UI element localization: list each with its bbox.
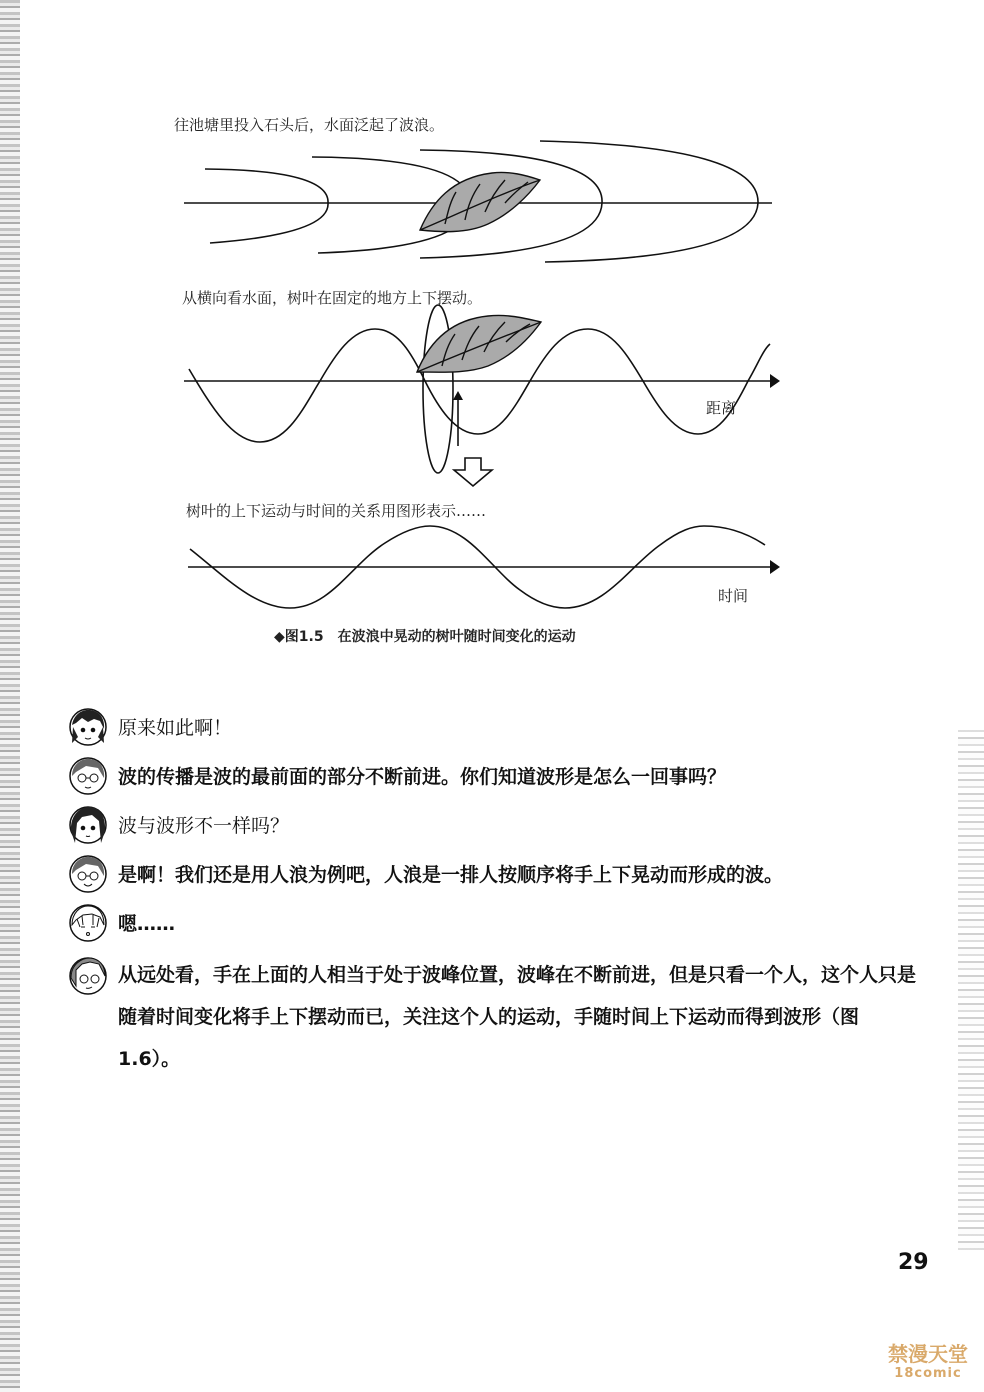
avatar-girl-light-hair-icon — [68, 903, 108, 943]
caption-pond: 往池塘里投入石头后，水面泛起了波浪。 — [174, 116, 445, 134]
axis-label-time: 时间 — [718, 587, 749, 605]
dialog-text-2: 波的传播是波的最前面的部分不断前进。你们知道波形是怎么一回事吗？ — [118, 766, 727, 788]
avatar-teacher-glasses-icon-2 — [68, 854, 108, 894]
page-number: 29 — [898, 1250, 929, 1275]
axis-label-distance: 距离 — [706, 399, 737, 417]
dialog-line-6 — [68, 956, 918, 1080]
dialog-line-2 — [68, 756, 726, 798]
watermark-logo — [876, 1342, 980, 1388]
caption-side-view: 从横向看水面，树叶在固定的地方上下摆动。 — [182, 289, 483, 307]
leaf-side-view — [417, 315, 541, 372]
watermark-line-1: 禁漫天堂 — [888, 1342, 968, 1366]
watermark-line-2: 18comic — [894, 1366, 962, 1381]
dialog-line-5 — [68, 903, 175, 945]
ripple-arc-4 — [540, 141, 758, 262]
dialog-text-4: 是啊！我们还是用人浪为例吧，人浪是一排人按顺序将手上下晃动而形成的波。 — [118, 864, 784, 886]
dialog-text-6: 从远处看，手在上面的人相当于处于波峰位置，波峰在不断前进，但是只看一个人，这个人只是随着时间变化将手上下摆动而已，关注这个人的运动，手随时间上下运动而得到波形（图1.6）。 — [118, 964, 917, 1070]
scan-edge-right — [958, 730, 984, 1250]
avatar-girl-dark-hair-icon — [68, 707, 108, 747]
avatar-girl-long-hair-icon — [68, 805, 108, 845]
distance-axis-arrowhead — [770, 374, 780, 388]
dialog-text-3: 波与波形不一样吗？ — [118, 815, 290, 837]
caption-time-graph: 树叶的上下运动与时间的关系用图形表示…… — [186, 502, 487, 520]
figure-caption: ◆图1.5 在波浪中晃动的树叶随时间变化的运动 — [274, 629, 576, 645]
dialog-line-3 — [68, 805, 289, 847]
wave-diagram — [0, 0, 984, 680]
dialog-line-4 — [68, 854, 783, 896]
time-axis-arrowhead — [770, 560, 780, 574]
leaf-top — [420, 172, 540, 231]
up-arrow-head — [453, 391, 463, 400]
avatar-teacher-glasses-icon — [68, 756, 108, 796]
ripple-arc-1 — [205, 169, 328, 243]
dialog-text-1: 原来如此啊！ — [118, 717, 233, 739]
down-arrow-outline — [454, 458, 492, 486]
dialog-line-1 — [68, 707, 232, 749]
dialog-text-5: 嗯…… — [118, 913, 176, 935]
avatar-boy-glasses-icon — [68, 956, 108, 996]
